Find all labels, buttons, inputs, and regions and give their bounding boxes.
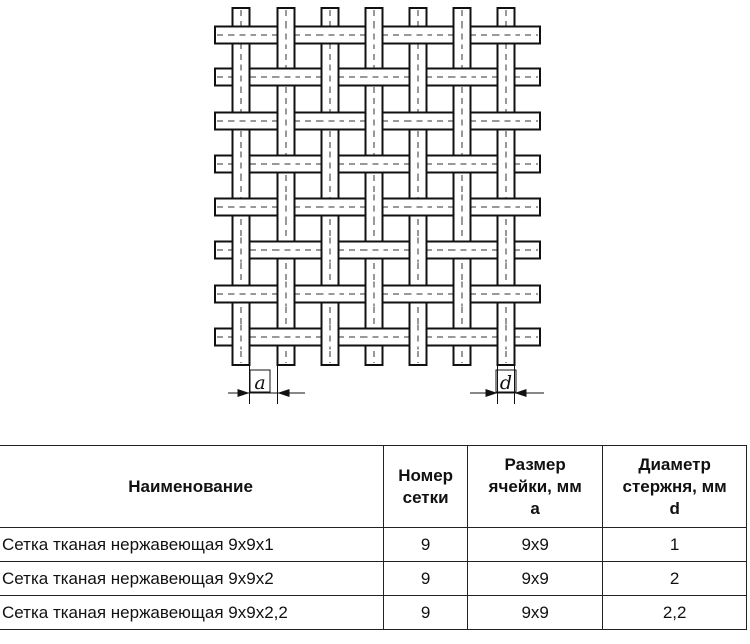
- cell-name: Сетка тканая нержавеющая 9х9х2: [0, 562, 384, 596]
- cell-diameter: 2,2: [603, 596, 747, 630]
- dimension-arrow: [278, 389, 290, 397]
- cell-size: 9х9: [468, 596, 603, 630]
- cell-number: 9: [384, 528, 468, 562]
- cell-number: 9: [384, 596, 468, 630]
- table-row: [0, 528, 747, 562]
- table-header-row: [0, 446, 747, 528]
- cell-size: 9х9: [468, 562, 603, 596]
- cell-number: 9: [384, 562, 468, 596]
- cell-name: Сетка тканая нержавеющая 9х9х1: [0, 528, 384, 562]
- cell-diameter: 1: [603, 528, 747, 562]
- cell-diameter: 2: [603, 562, 747, 596]
- cell-size: 9х9: [468, 528, 603, 562]
- dimension-label-d: d: [499, 372, 513, 394]
- table-row: [0, 562, 747, 596]
- header-rod-diameter: Диаметр стержня, мм d: [603, 446, 747, 528]
- header-name: Наименование: [0, 446, 384, 528]
- header-cell-size: Размер ячейки, мм a: [468, 446, 603, 528]
- spec-table: [0, 445, 747, 630]
- dimension-arrow: [238, 389, 250, 397]
- header-mesh-number: Номер сетки: [384, 446, 468, 528]
- table-row: [0, 596, 747, 630]
- dimension-label-a: a: [254, 372, 266, 394]
- cell-name: Сетка тканая нержавеющая 9х9х2,2: [0, 596, 384, 630]
